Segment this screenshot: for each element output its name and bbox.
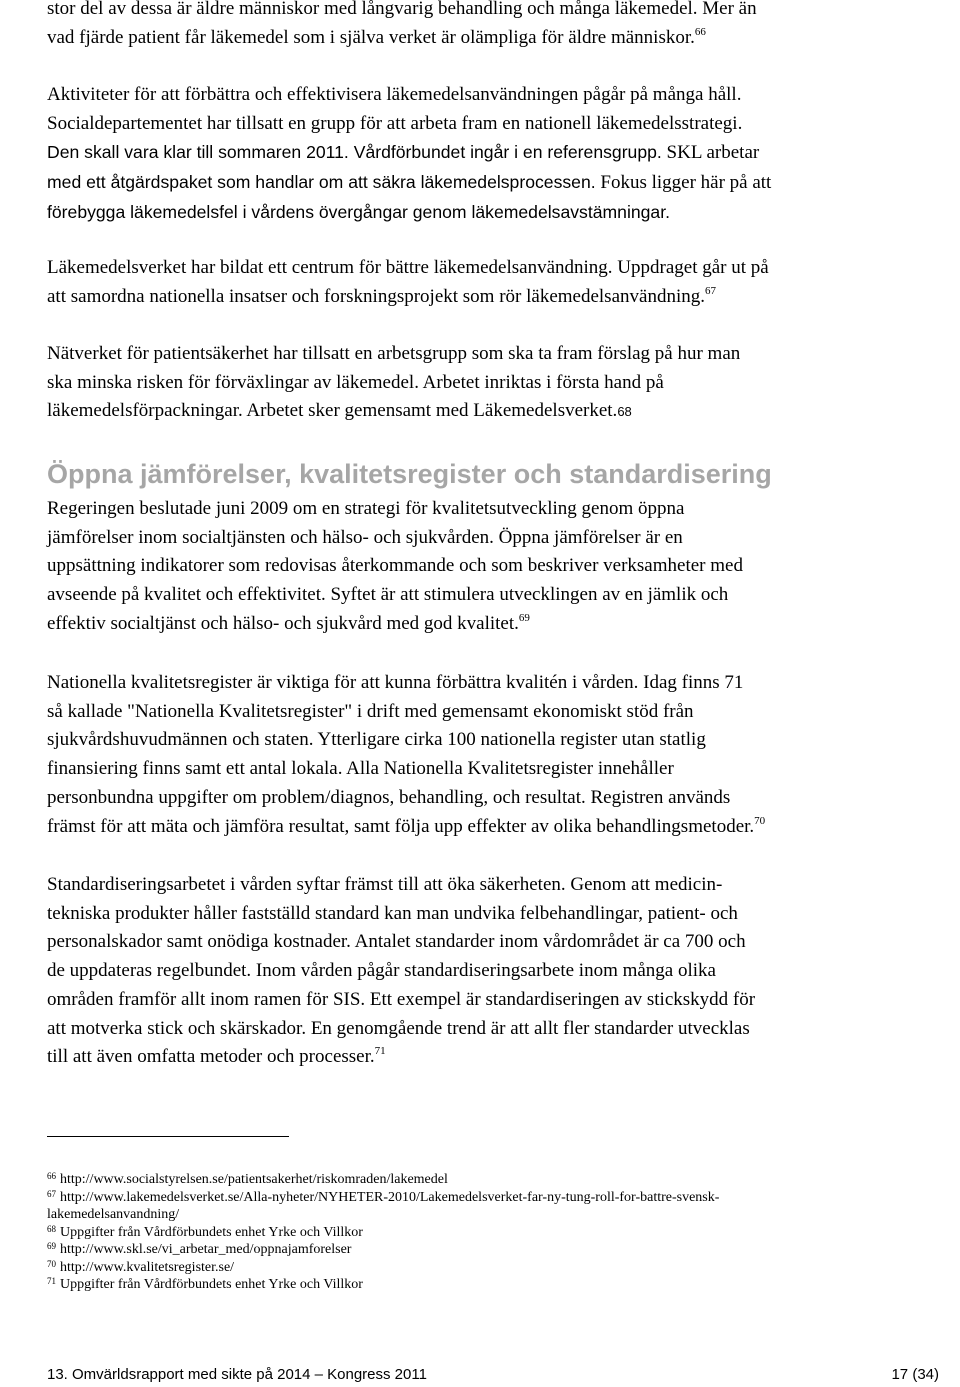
footnote-ref[interactable]: 71 [374,1045,386,1058]
footnote-text: Uppgifter från Vårdförbundets enhet Yrke och Villkor [60,1224,363,1240]
text-line: stor del av dessa är äldre människor med långvarig behandling och många läkemedel. Mer än [47,0,757,19]
footnote-ref[interactable]: 68 [617,404,632,420]
text-line: Läkemedelsverket har bildat ett centrum för bättre läkemedelsanvändning. Uppdraget går ut på [47,257,769,278]
footnote-link[interactable]: http://www.skl.se/vi_arbetar_med/oppnajamforelser [60,1242,352,1257]
text-line: avseende på kvalitet och effektivitet. Syftet är att stimulera utvecklingen av en jämlik och [47,584,729,606]
text-line: läkemedelsförpackningar. Arbetet sker gemensamt med Läkemedelsverket. [47,400,618,422]
footnote-ref[interactable]: 67 [704,284,716,297]
section-heading: Öppna jämförelser, kvalitetsregister och standardisering [47,459,772,489]
text-line: tekniska produkter håller fastställd standard kan man undvika felbehandlingar, patient- och [47,902,738,924]
text-line: jämförelser inom socialtjänsten och hälso- och sjukvården. Öppna jämförelser är en [47,526,683,548]
text-line: finansiering finns samt ett antal lokala. Alla Nationella Kvalitetsregister innehåller [47,758,674,780]
text-fragment: Fokus ligger här på att [595,172,772,194]
text-line: vad fjärde patient får läkemedel som i själva verket är olämpliga för äldre människor. [47,26,695,48]
text-line: förebygga läkemedelsfel i vårdens övergångar genom läkemedelsavstämningar. [47,201,670,222]
footnote-link[interactable]: http://www.kvalitetsregister.se/ [60,1259,235,1275]
text-line: sjukvårdshuvudmännen och staten. Ytterligare cirka 100 nationella register utan statlig [47,729,706,751]
text-line: till att även omfatta metoder och processer. [47,1046,375,1068]
text-line: ska minska risken för förväxlingar av läkemedel. Arbetet inriktas i första hand på [47,371,664,393]
text-line: Aktiviteter för att förbättra och effektivisera läkemedelsanvändningen pågår på många håll. [47,84,742,105]
text-line: Standardiseringsarbetet i vården syftar främst till att öka säkerheten. Genom att medicin- [47,874,723,895]
text-line: effektiv socialtjänst och hälso- och sjukvård med god kvalitet. [47,612,519,634]
text-line: Nätverket för patientsäkerhet har tillsatt en arbetsgrupp som ska ta fram förslag på hur man [47,343,741,364]
footnote-67: $^{67}$ http://www.lakemedelsverket.se/Alla-nyheter/NYHETER-2010/Lakemedelsverket-far-ny-tung-roll-for-battre-svensk- lakemedelsanvandning/ [47,1188,720,1222]
text-line: med ett åtgärdspaket som handlar om att säkra läkemedelsprocessen. [47,172,596,193]
paragraph-patient-safety-network [47,340,927,427]
text-line: personbundna uppgifter om problem/diagnos, behandling, och resultat. Registren används [47,786,731,808]
text-line: områden framför allt inom ramen för SIS. Ett exempel är standardiseringen av stickskydd för [47,988,756,1010]
footnote-ref[interactable]: 66 [694,25,706,38]
text-line: Den skall vara klar till sommaren 2011. Vårdförbundet ingår i en referensgrupp. [47,142,662,163]
footnote-link[interactable]: http://www.lakemedelsverket.se/Alla-nyheter/NYHETER-2010/Lakemedelsverket-far-ny-tung-roll-for-battre-svensk- [60,1189,720,1205]
text-fragment: SKL arbetar [661,142,760,164]
footnote-ref[interactable]: 69 [518,611,530,624]
paragraph-activities [47,81,927,228]
text-line: främst för att mäta och jämföra resultat, samt följa upp effekter av olika behandlingsmetoder. [47,815,755,837]
footnote-66: $^{66}$ http://www.socialstyrelsen.se/patientsakerhet/riskomraden/lakemedel [47,1171,448,1187]
text-line: att motverka stick och skärskador. En genomgående trend är att allt fler standarder utvecklas [47,1017,750,1039]
footnote-71: $^{71}$ Uppgifter från Vårdförbundets enhet Yrke och Villkor [47,1276,363,1292]
page-number: 17 (34) [891,1366,939,1383]
text-line: Regeringen beslutade juni 2009 om en strategi för kvalitetsutveckling genom öppna [47,498,685,519]
paragraph-quality-registers [47,669,927,841]
paragraph-open-comparisons [47,495,927,639]
footnote-70: $^{70}$ http://www.kvalitetsregister.se/ [47,1258,235,1275]
footnote-link[interactable]: http://www.socialstyrelsen.se/patientsakerhet/riskomraden/lakemedel [60,1172,448,1187]
text-line: att samordna nationella insatser och forskningsprojekt som rör läkemedelsanvändning. [47,285,705,307]
text-line: personalskador samt onödiga kostnader. Antalet standarder inom vårdområdet är ca 700 och [47,931,746,953]
paragraph-standardisation [47,871,927,1072]
paragraph-lakemedelsverket [47,254,927,311]
footnote-separator [47,1136,289,1137]
text-line: de uppdateras regelbundet. Inom vården pågår standardiseringsarbete inom många olika [47,960,716,982]
text-line: Socialdepartementet har tillsatt en grupp för att arbeta fram en nationell läkemedelsstrategi. [47,112,743,134]
paragraph-elderly-medication [47,0,927,52]
footer-title: 13. Omvärldsrapport med sikte på 2014 – Kongress 2011 [47,1366,427,1383]
footnote-ref[interactable]: 70 [754,814,766,827]
footnotes [47,1171,927,1294]
text-line: uppsättning indikatorer som redovisas återkommande och som beskriver verksamheter med [47,555,743,577]
footnote-69: $^{69}$ http://www.skl.se/vi_arbetar_med/oppnajamforelser [47,1241,352,1257]
footnote-link-continued[interactable]: lakemedelsanvandning/ [47,1207,180,1222]
text-line: så kallade "Nationella Kvalitetsregister" i drift med gemensamt ekonomiskt stöd från [47,700,694,722]
footnote-text: Uppgifter från Vårdförbundets enhet Yrke och Villkor [60,1277,363,1292]
text-line: Nationella kvalitetsregister är viktiga för att kunna förbättra kvalitén i vården. Idag finns 71 [47,672,744,693]
footnote-68: $^{68}$ Uppgifter från Vårdförbundets enhet Yrke och Villkor [47,1223,363,1240]
